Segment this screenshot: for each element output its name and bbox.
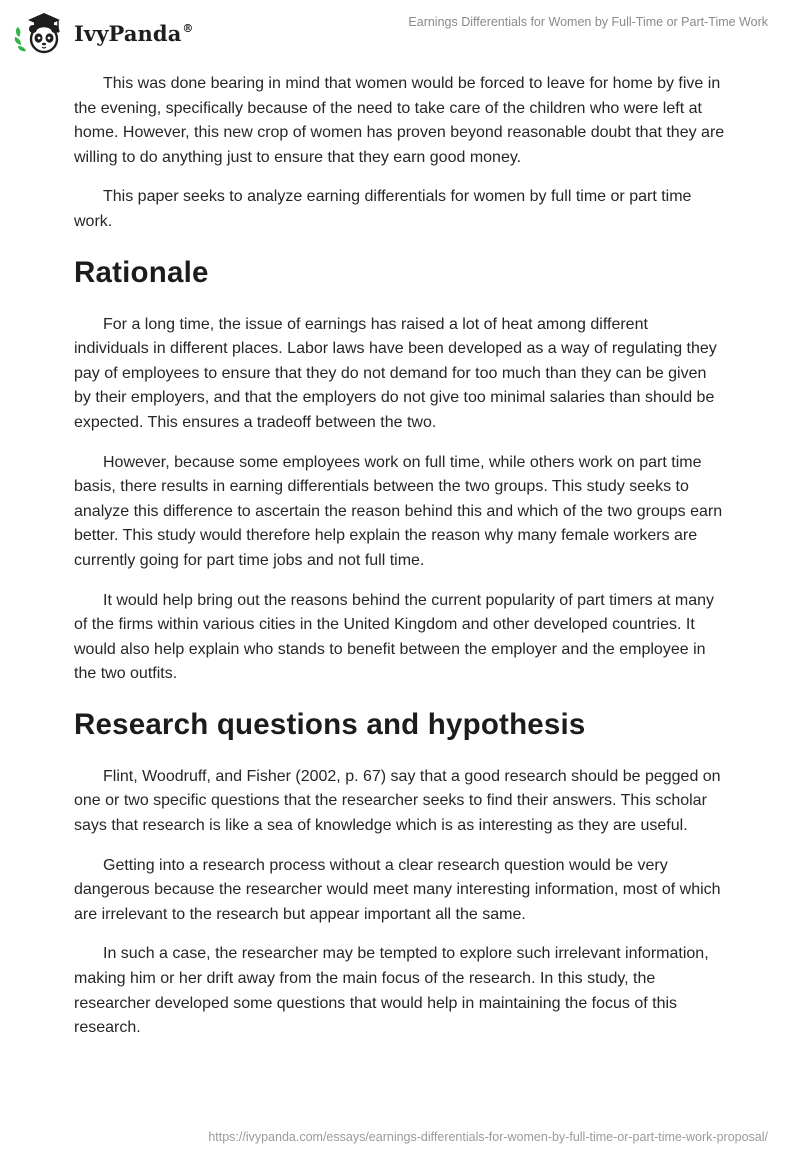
brand-name: IvyPanda® (74, 20, 194, 46)
section-heading-rationale: Rationale (74, 255, 209, 289)
paragraph: This was done bearing in mind that women would be forced to leave for home by five in the evening, specifically because of the need to take care of the children who were left at home. However, this new crop of women has proven beyond reasonable doubt that they are willing to do anything just to ensure that they earn good money. (74, 75, 725, 166)
ivypanda-logo[interactable] (12, 9, 194, 57)
paragraph: It would help bring out the reasons behind the current popularity of part timers at many of the firms within various cities in the United Kingdom and other developed countries. It would also help explain who stands to benefit between the employer and the employee in the two outfits. (74, 591, 715, 683)
paragraph: In such a case, the researcher may be tempted to explore such irrelevant information, making him or her drift away from the main focus of the research. In this study, the researcher developed some questions that would help in maintaining the focus of this research. (74, 945, 709, 1037)
paragraph: Flint, Woodruff, and Fisher (2002, p. 67) say that a good research should be pegged on one or two specific questions that the researcher seeks to find their answers. This scholar says that research is like a sea of knowledge which is as interesting as they are useful. (74, 767, 721, 835)
paragraph: However, because some employees work on full time, while others work on part time basis, there results in earning differentials between the two groups. This study seeks to analyze this difference to ascertain the reason behind this and which of the two groups earn better. This study would therefore help explain the reason why many female workers are currently going for part time jobs and not full time. (74, 453, 723, 569)
paragraph: This paper seeks to analyze earning differentials for women by full time or part time work. (74, 188, 692, 230)
paragraph: Getting into a research process without a clear research question would be very dangerous because the researcher would meet many interesting information, most of which are irrelevant to the research but appear important all the same. (74, 856, 721, 923)
source-url[interactable]: https://ivypanda.com/essays/earnings-differentials-for-women-by-full-time-or-part-time-work-proposal/ (208, 1130, 768, 1144)
panda-graduation-cap-icon (12, 9, 68, 57)
page-header (0, 0, 800, 70)
paragraph: For a long time, the issue of earnings has raised a lot of heat among different individuals in different places. Labor laws have been developed as a way of regulating they pay of employees to ensure that they do not demand for too much than they can be given by their employers, and that the employers do not give too minimal salaries than should be expected. This ensures a tradeoff between the two. (74, 315, 717, 431)
essay-body (74, 72, 726, 1056)
section-heading-research-questions: Research questions and hypothesis (74, 707, 586, 741)
document-title: Earnings Differentials for Women by Full-Time or Part-Time Work (408, 15, 768, 29)
